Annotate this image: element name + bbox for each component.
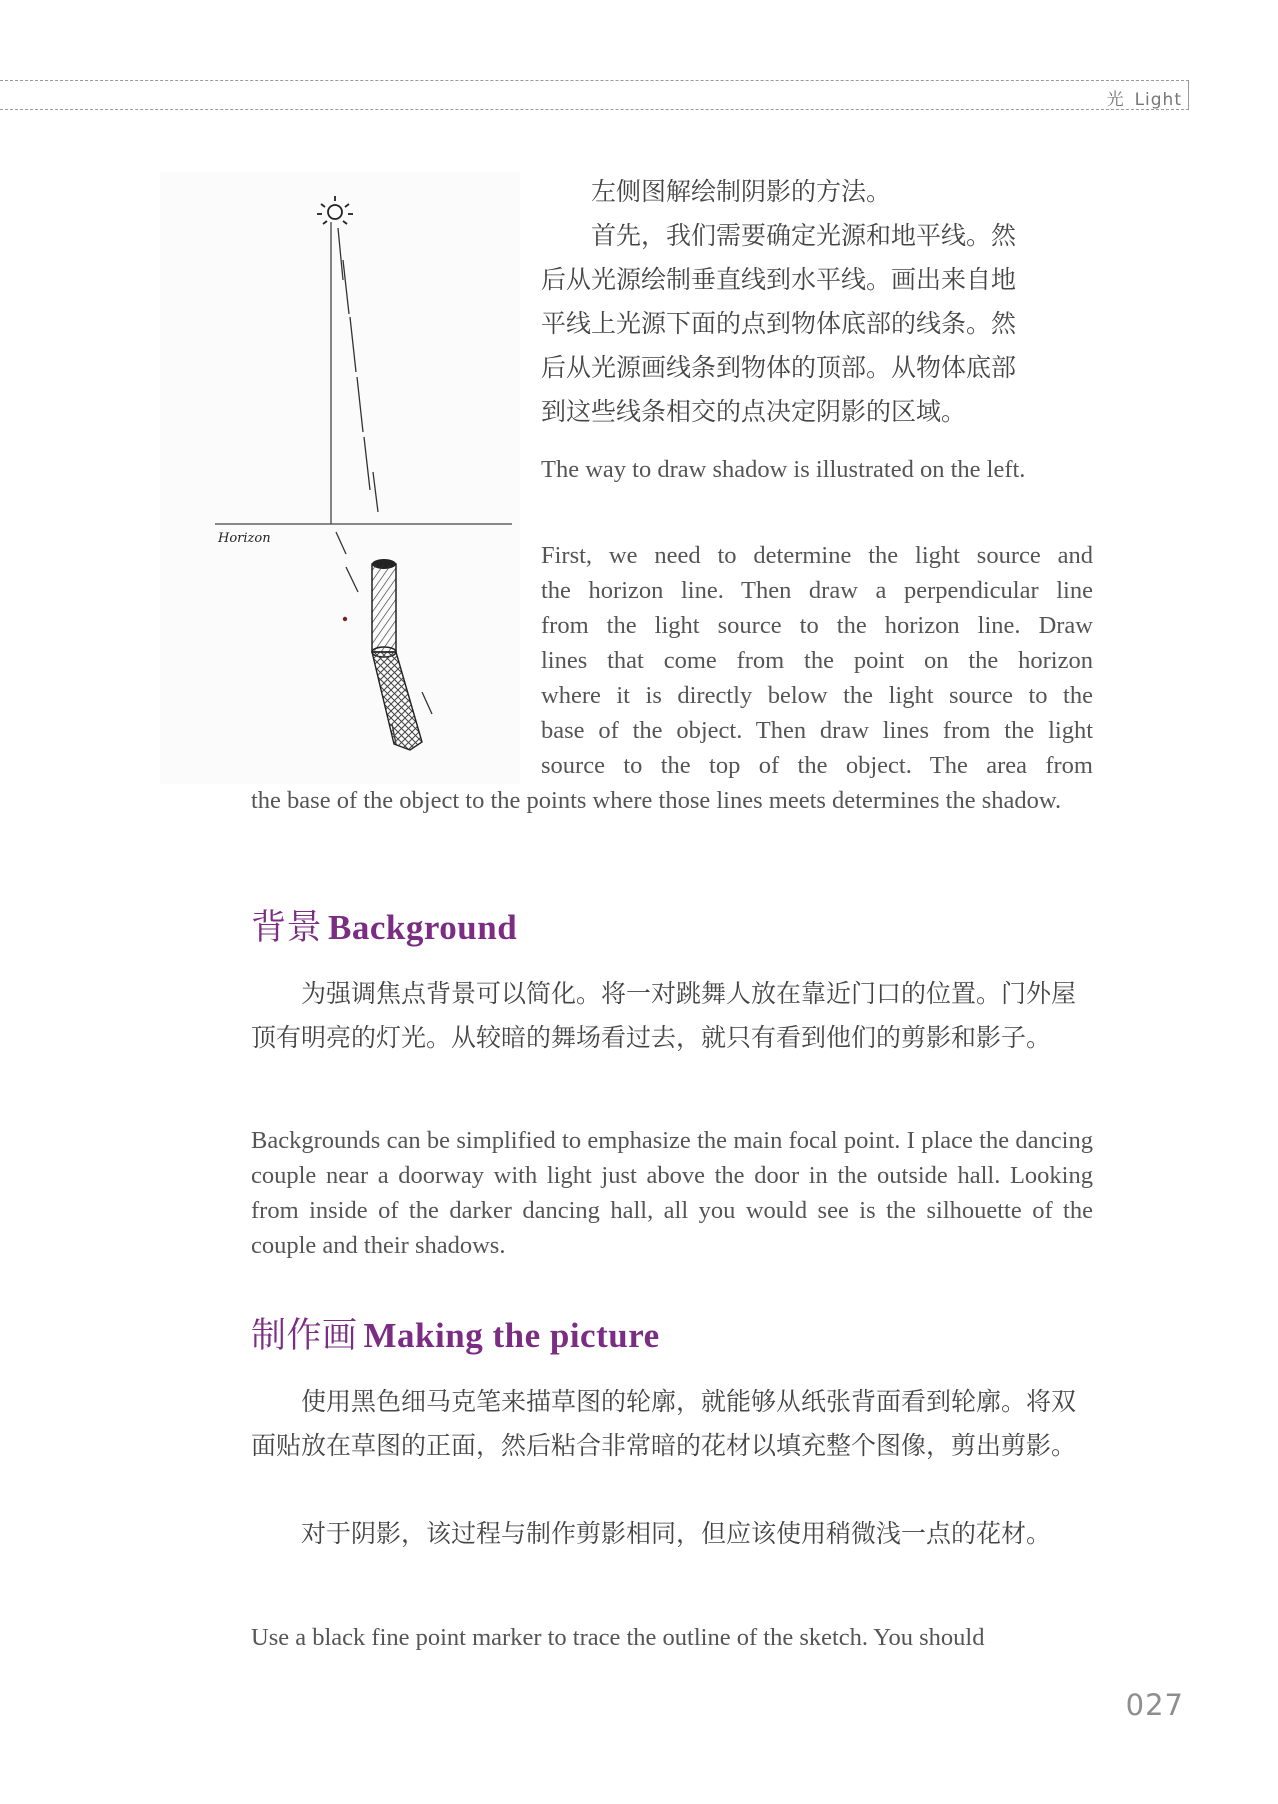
making-zh-p1: 使用黑色细马克笔来描草图的轮廓，就能够从纸张背面看到轮廓。将双面贴放在草图的正面，然后粘合非常暗的花材以填充整个图像，剪出剪影。: [251, 1387, 1077, 1460]
intro-zh-line: 后从光源画线条到物体的顶部。从物体底部: [541, 353, 1017, 382]
intro-zh-line: 到这些线条相交的点决定阴影的区域。: [541, 397, 967, 426]
heading-zh: 背景: [251, 908, 323, 948]
intro-en-p2-continued: the base of the object to the points where those lines meets determines the shadow.: [251, 787, 1062, 814]
section-heading-making: [251, 1308, 660, 1358]
section-heading-background: [251, 900, 517, 950]
background-en-paragraph: Backgrounds can be simplified to emphasize the main focal point. I place the dancing couple near a doorway with light just above the door in the outside hall. Looking from inside of the darker dancing hall, all you would see is the silhouette of the couple and their shadows.: [251, 1127, 1093, 1259]
intro-en-line: base of the object. Then draw lines from the light: [541, 717, 1093, 744]
intro-zh-line: 后从光源绘制垂直线到水平线。画出来自地: [541, 265, 1017, 294]
shadow-sketch: [160, 172, 520, 784]
intro-en-p2: [541, 538, 1093, 783]
header-chapter-en: Light: [1134, 90, 1182, 110]
intro-en-p1: The way to draw shadow is illustrated on the left.: [541, 456, 1026, 483]
horizon-label: Horizon: [218, 531, 271, 546]
intro-en-line: First, we need to determine the light source and: [541, 542, 1093, 569]
making-zh-p2: 对于阴影，该过程与制作剪影相同，但应该使用稍微浅一点的花材。: [301, 1519, 1052, 1548]
horizon-point: [343, 617, 347, 621]
heading-en: Making the picture: [363, 1316, 660, 1355]
background-zh-paragraph: 为强调焦点背景可以简化。将一对跳舞人放在靠近门口的位置。门外屋顶有明亮的灯光。从较暗的舞场看过去，就只有看到他们的剪影和影子。: [251, 979, 1077, 1052]
intro-zh-line: 平线上光源下面的点到物体底部的线条。然: [541, 309, 1017, 338]
intro-en-line: the horizon line. Then draw a perpendicular line: [541, 577, 1093, 604]
intro-zh-line: 首先，我们需要确定光源和地平线。然: [591, 221, 1017, 250]
intro-zh-p2: [541, 214, 1093, 434]
page-number: 027: [1125, 1688, 1184, 1722]
making-en-paragraph: Use a black fine point marker to trace the outline of the sketch. You should: [251, 1624, 985, 1651]
intro-zh-p1: 左侧图解绘制阴影的方法。: [591, 177, 892, 206]
intro-en-line: lines that come from the point on the horizon: [541, 647, 1093, 674]
intro-en-line: from the light source to the horizon line. Draw: [541, 612, 1093, 639]
object-cylinder: [372, 559, 396, 657]
sketch-paper: [160, 172, 520, 784]
heading-zh: 制作画: [251, 1316, 358, 1356]
intro-en-line: where it is directly below the light source to the: [541, 682, 1093, 709]
header-chapter-zh: 光: [1106, 90, 1125, 110]
heading-en: Background: [328, 908, 518, 947]
intro-en-line: source to the top of the object. The area from: [541, 752, 1093, 779]
running-header: [1107, 85, 1182, 110]
header-rule: [0, 80, 1189, 110]
